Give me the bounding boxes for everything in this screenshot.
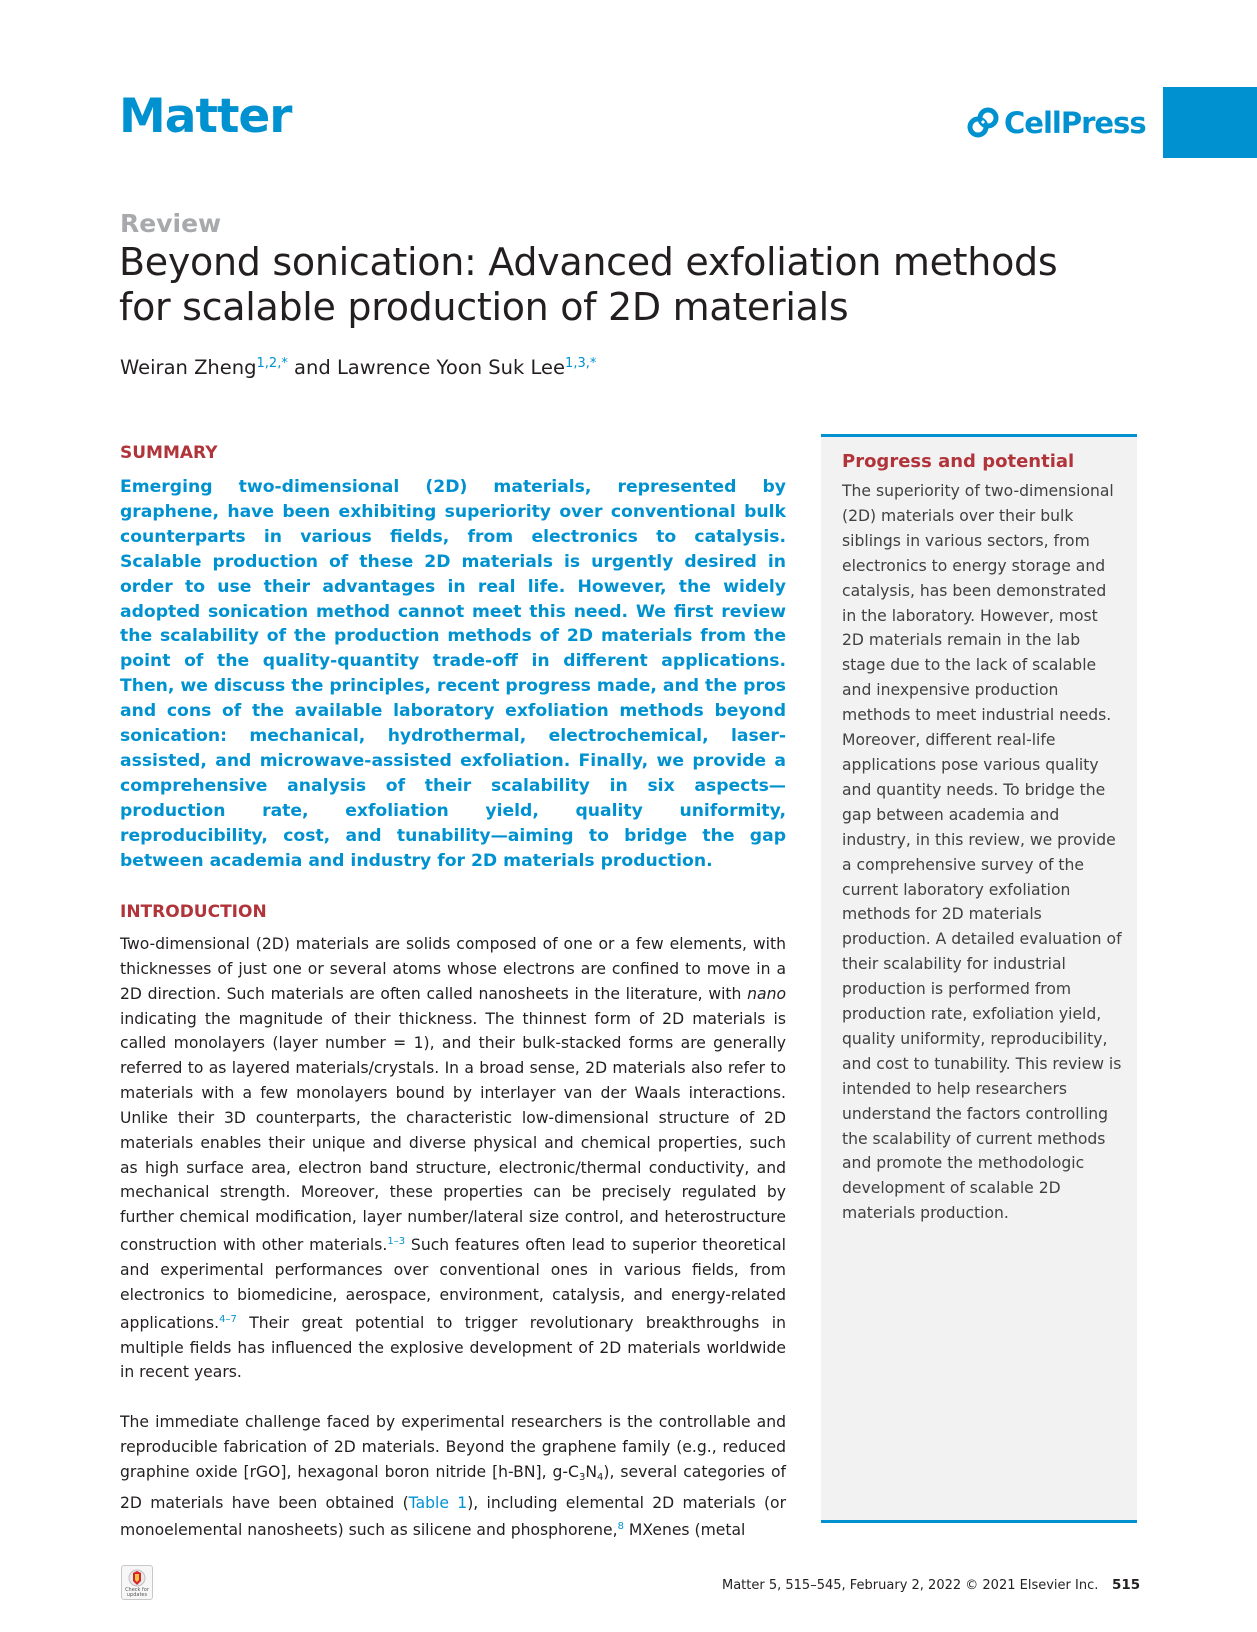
cellpress-logo-icon [966, 106, 1000, 140]
badge-label: Check for updates [125, 1587, 149, 1598]
introduction-heading: INTRODUCTION [120, 902, 267, 922]
paragraph: The immediate challenge faced by experimental researchers is the controllable and reproducible fabrication of 2D materials. Beyond the graphene family (e.g., reduced graphine oxide [rGO], hexagonal boron nitride [h-BN], $g-C_3N_4$), several categories of 2D materials have been obtained (Table 1), including elemental 2D materials (or monoelemental nanosheets) such as silicene and phosphorene,$^8$ MXenes (metal [120, 1413, 786, 1540]
author-affiliation-marks[interactable]: 1,3,* [565, 356, 597, 371]
page-number: 515 [1112, 1577, 1141, 1593]
article-type: Review [120, 209, 222, 238]
sidebar-heading: Progress and potential [842, 451, 1075, 472]
author-name: Weiran Zheng [120, 356, 257, 379]
table-link[interactable]: Table 1 [408, 1493, 468, 1512]
author-connector: and [287, 356, 337, 379]
journal-color-tab [1163, 87, 1257, 158]
author-name: Lawrence Yoon Suk Lee [336, 356, 566, 379]
progress-potential-box [821, 434, 1137, 1523]
article-title: Beyond sonication: Advanced exfoliation methods for scalable production of 2D materials [119, 240, 1058, 329]
check-for-updates-icon [127, 1569, 147, 1587]
sidebar-text: The superiority of two-dimensional (2D) materials over their bulk siblings in various sectors, from electronics to energy storage and catalysis, has been demonstrated in the laboratory. However, most 2D materials remain in the lab stage due to the lack of scalable and inexpensive production methods to meet industrial needs. Moreover, different real-life applications pose various quality and quantity needs. To bridge the gap between academia and industry, in this review, we provide a comprehensive survey of the current laboratory exfoliation methods for 2D materials production. A detailed evaluation of their scalability for industrial production is performed from production rate, exfoliation yield, quality uniformity, reproducibility, and cost to tunability. This review is intended to help researchers understand the factors controlling the scalability of current methods and promote the methodologic development of scalable 2D materials production. [842, 482, 1122, 1223]
summary-text: Emerging two-dimensional (2D) materials, represented by graphene, have been exhibiting superiority over conventional bulk counterparts in various fields, from electronics to catalysis. Scalable production of these 2D materials is urgently desired in order to use their advantages in real life. However, the widely adopted sonication method cannot meet this need. We first review the scalability of the production methods of 2D materials from the point of the quality-quantity trade-off in different applications. Then, we discuss the principles, recent progress made, and the pros and cons of the available laboratory exfoliation methods beyond sonication: mechanical, hydrothermal, electrochemical, laser-assisted, and microwave-assisted exfoliation. Finally, we provide a comprehensive analysis of their scalability in six aspects—production rate, exfoliation yield, quality uniformity, reproducibility, cost, and tunability—aiming to bridge the gap between academia and industry for 2D materials production. [120, 477, 786, 871]
check-for-updates-badge[interactable] [121, 1565, 153, 1600]
publisher-logo[interactable] [966, 106, 1146, 140]
summary-heading: SUMMARY [120, 443, 218, 463]
citation-line: Matter 5, 515–545, February 2, 2022 © 2021 Elsevier Inc. [722, 1578, 1099, 1593]
publisher-name: CellPress [1004, 106, 1146, 140]
reference-link[interactable]: 8 [617, 1521, 624, 1533]
paragraph: Two-dimensional (2D) materials are solids composed of one or a few elements, with thicknesses of just one or several atoms whose electrons are confined to move in a 2D direction. Such materials are often called nanosheets in the literature, with nano indicating the magnitude of their thickness. The thinnest form of 2D materials is called monolayers (layer number = 1), and their bulk-stacked forms are generally referred to as layered materials/crystals. In a broad sense, 2D materials also refer to materials with a few monolayers bound by interlayer van der Waals interactions. Unlike their 3D counterparts, the characteristic low-dimensional structure of 2D materials enables their unique and diverse physical and chemical properties, such as high surface area, electron band structure, electronic/thermal conductivity, and mechanical strength. Moreover, these properties can be precisely regulated by further chemical modification, layer number/lateral size control, and heterostructure construction with other materials.$^{1-3}$ Such features often lead to superior theoretical and experimental performances over conventional ones in various fields, from electronics to biomedicine, aerospace, environment, catalysis, and energy-related applications.$^{4-7}$ Their great potential to trigger revolutionary breakthroughs in multiple fields has influenced the explosive development of 2D materials worldwide in recent years. [120, 935, 787, 1382]
reference-link[interactable]: 1–3 [387, 1236, 406, 1248]
author-affiliation-marks[interactable]: 1,2,* [256, 356, 288, 371]
reference-link[interactable]: 4–7 [219, 1313, 237, 1325]
journal-name: Matter [119, 89, 292, 144]
author-list [120, 356, 596, 379]
introduction-body [120, 932, 786, 1543]
